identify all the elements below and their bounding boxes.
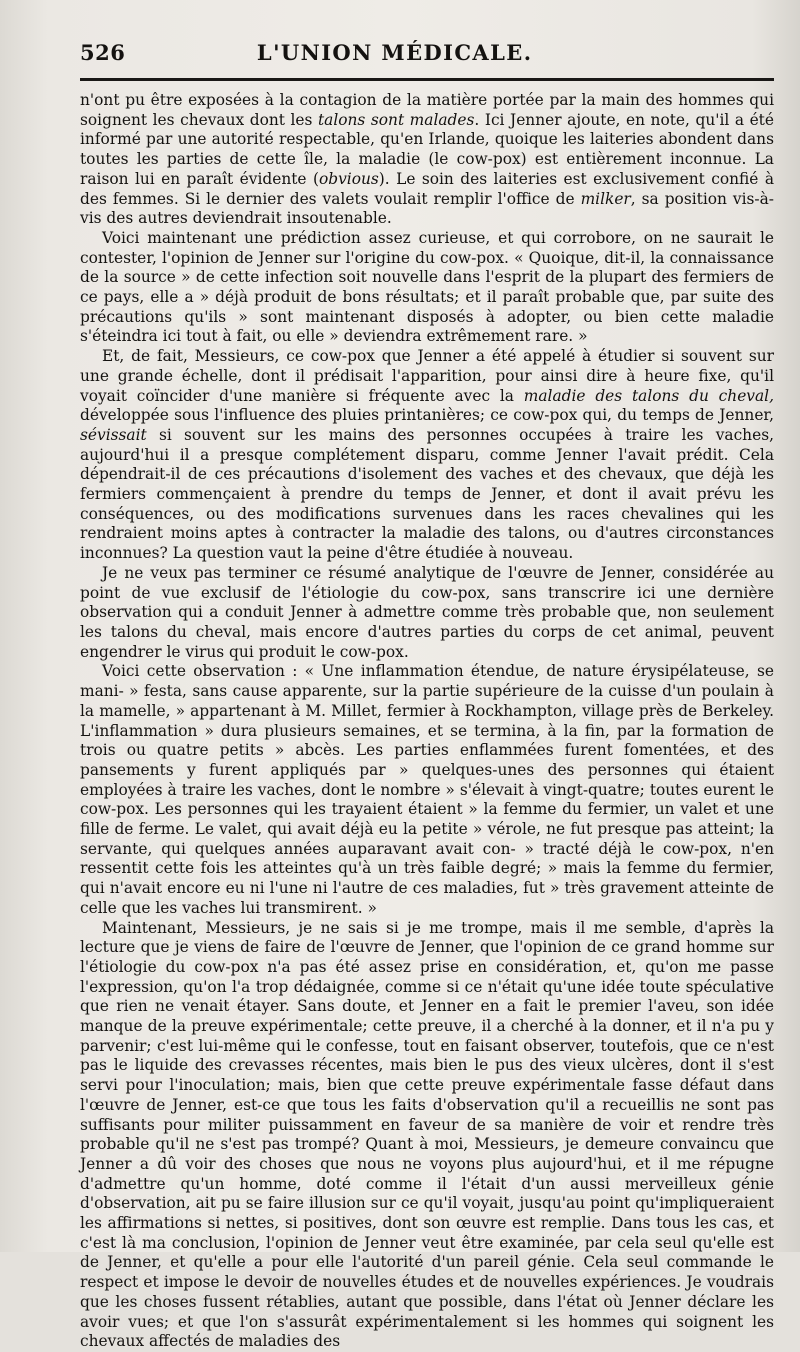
paragraph-2: Voici maintenant une prédiction assez curieuse, et qui corrobore, on ne saurait le contester, l'opinion de Jenner sur l'origine du cow-pox. « Quoique, dit-il, la connaissance de la source » de cette infection soit nouvelle dans l'esprit de la plupart des fermiers de ce pays, elle a » déjà produit de bons résultats; et il paraît probable que, par suite des précautions qu'ils » sont maintenant disposés à adopter, ou bien cette maladie s'éteindra ici tout à fait, ou elle » deviendra extrêmement rare. »: [80, 228, 774, 346]
journal-title: L'UNION MÉDICALE.: [256, 40, 533, 65]
header-rule: [80, 78, 774, 81]
paragraph-3: Et, de fait, Messieurs, ce cow-pox que Jenner a été appelé à étudier si souvent sur une grande échelle, dont il prédisait l'apparition, pour ainsi dire à heure fixe, qu'il voyait coïncider d'une manière si fréquente avec la maladie des talons du cheval, développée sous l'influence des pluies printanières; ce cow-pox qui, du temps de Jenner, sévissait si souvent sur les mains des personnes occupées à traire les vaches, aujourd'hui il a presque complétement disparu, comme Jenner l'avait prédit. Cela dépendrait-il de ces précautions d'isolement des vaches et des chevaux, que déjà les fermiers commençaient à prendre du temps de Jenner, et dont il avait prévu les conséquences, ou des modifications survenues dans les races chevalines qui les rendraient moins aptes à contracter la maladie des talons, ou d'autres circonstances inconnues? La question vaut la peine d'être étudiée à nouveau.: [80, 347, 774, 563]
article-body: [80, 91, 774, 1352]
paragraph-5: Voici cette observation : « Une inflammation étendue, de nature érysipélateuse, se mani- » festa, sans cause apparente, sur la partie supérieure de la cuisse d'un poulain à la mamelle, » appartenant à M. Millet, fermier à Rockhampton, village près de Berkeley. L'inflammation » dura plusieurs semaines, et se termina, à la fin, par la formation de trois ou quatre petits » abcès. Les parties enflammées furent fomentées, et des pansements y furent appliqués par » quelques-unes des personnes qui étaient employées à traire les vaches, dont le nombre » s'élevait à vingt-quatre; toutes eurent le cow-pox. Les personnes qui les trayaient étaient » la femme du fermier, un valet et une fille de ferme. Le valet, qui avait déjà eu la petite » vérole, ne fut presque pas atteint; la servante, qui quelques années auparavant avait con- » tracté déjà le cow-pox, n'en ressentit cette fois les atteintes qu'à un très faible degré; » mais la femme du fermier, qui n'avait encore eu ni l'une ni l'autre de ces maladies, fut » très gravement atteinte de celle que les vaches lui transmirent. »: [80, 662, 774, 917]
page-number: 526: [80, 40, 126, 65]
paragraph-1: n'ont pu être exposées à la contagion de la matière portée par la main des hommes qui soignent les chevaux dont les talons sont malades. Ici Jenner ajoute, en note, qu'il a été informé par une autorité respectable, qu'en Irlande, quoique les laiteries abondent dans toutes les parties de cette île, la maladie (le cow-pox) est entièrement inconnue. La raison lui en paraît évidente (obvious). Le soin des laiteries est exclusivement confié à des femmes. Si le dernier des valets voulait remplir l'office de milker, sa position vis-à-vis des autres deviendrait insoutenable.: [80, 91, 774, 228]
paragraph-6: Maintenant, Messieurs, je ne sais si je me trompe, mais il me semble, d'après la lecture que je viens de faire de l'œuvre de Jenner, que l'opinion de ce grand homme sur l'étiologie du cow-pox n'a pas été assez prise en considération, et, qu'on me passe l'expression, qu'on l'a trop dédaignée, comme si ce n'était qu'une idée toute spéculative que rien ne venait étayer. Sans doute, et Jenner en a fait le premier l'aveu, son idée manque de la preuve expérimentale; cette preuve, il a cherché à la donner, et il n'a pu y parvenir; c'est lui-même qui le confesse, tout en faisant observer, toutefois, que ce n'est pas le liquide des crevasses récentes, mais bien le pus des vieux ulcères, dont il s'est servi pour l'inoculation; mais, bien que cette preuve expérimentale fasse défaut dans l'œuvre de Jenner, est-ce que tous les faits d'observation qu'il a recueillis ne sont pas suffisants pour militer puissamment en faveur de sa manière de voir et rendre très probable qu'il ne s'est pas trompé? Quant à moi, Messieurs, je demeure convaincu que Jenner a dû voir des choses que nous ne voyons plus aujourd'hui, et il me répugne d'admettre qu'un homme, doté comme il l'était d'un aussi merveilleux génie d'observation, ait pu se faire illusion sur ce qu'il voyait, jusqu'au point qu'impliqueraient les affirmations si nettes, si positives, dont son œuvre est remplie. Dans tous les cas, et c'est là ma conclusion, l'opinion de Jenner veut être examinée, par cela seul qu'elle est de Jenner, et qu'elle a pour elle l'autorité d'un pareil génie. Cela seul commande le respect et impose le devoir de nouvelles études et de nouvelles expériences. Je voudrais que les choses fussent rétablies, autant que possible, dans l'état où Jenner déclare les avoir vues; et que l'on s'assurât expérimentalement si les hommes qui soignent les chevaux affectés de maladies des: [80, 918, 774, 1351]
paragraph-4: Je ne veux pas terminer ce résumé analytique de l'œuvre de Jenner, considérée au point de vue exclusif de l'étiologie du cow-pox, sans transcrire ici une dernière observation qui a conduit Jenner à admettre comme très probable que, non seulement les talons du cheval, mais encore d'autres parties du corps de cet animal, peuvent engendrer le virus qui produit le cow-pox.: [80, 563, 774, 661]
page-header: [80, 40, 774, 72]
